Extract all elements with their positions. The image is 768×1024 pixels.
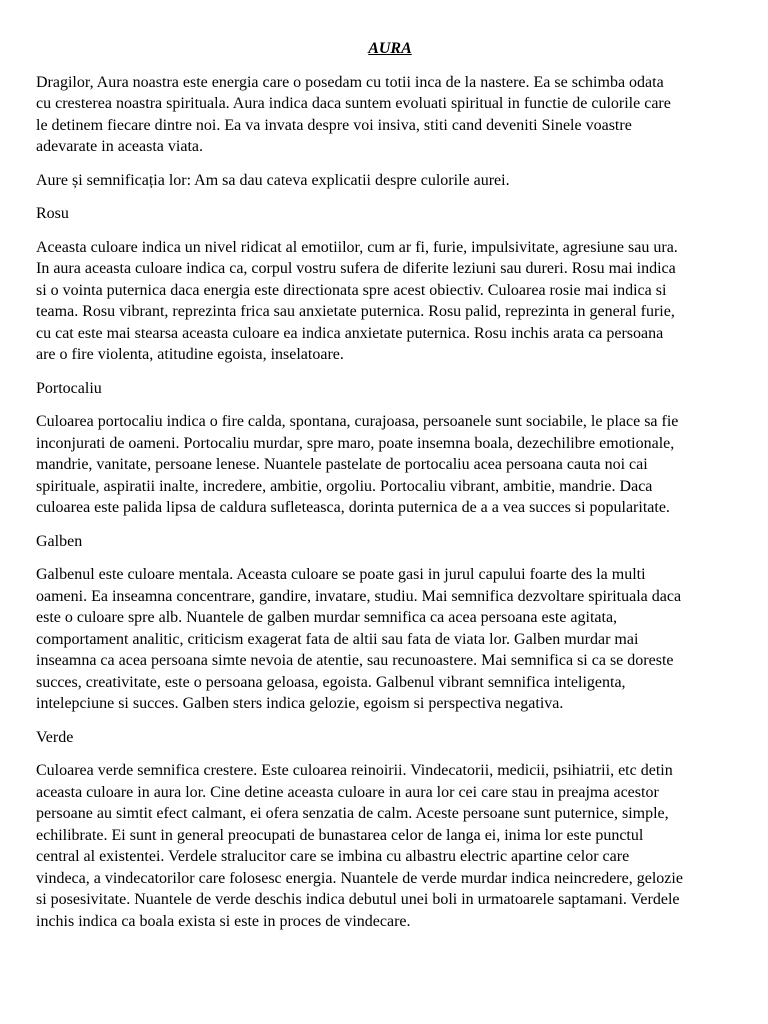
text-line: teama. Rosu vibrant, reprezinta frica sau anxietate puternica. Rosu palid, reprezinta in general furie,: [36, 303, 675, 320]
document-title: AURA: [368, 40, 412, 57]
text-line: are o fire violenta, atitudine egoista, inselatoare.: [36, 346, 344, 363]
text-line: Aceasta culoare indica un nivel ridicat al emotiilor, cum ar fi, furie, impulsivitate, agresiune sau ura.: [36, 238, 678, 256]
text-line: aceasta culoare in aura lor. Cine detine aceasta culoare in aura lor cei care stau in preajma acestor: [36, 783, 659, 801]
section-paragraph-rosu: [36, 237, 768, 366]
text-line: si o vointa puternica daca energia este directionata spre acest obiectiv. Culoarea rosie mai indica si: [36, 281, 667, 299]
text-line: cu cat este mai stearsa aceasta culoare ea indica anxietate puternica. Rosu inchis arata ca persoana: [36, 324, 664, 342]
text-line: Dragilor, Aura noastra este energia care o posedam cu totii inca de la nastere. Ea se schimba odata: [36, 73, 664, 91]
text-line: intelepciune si succes. Galben sters indica gelozie, egoism si perspectiva negativa.: [36, 695, 564, 712]
text-line: spirituale, aspiratii inalte, incredere, ambitie, orgoliu. Portocaliu vibrant, ambitie, mandrie. Daca: [36, 477, 653, 495]
text-line: vindeca, a vindecatorilor care folosesc energia. Nuantele de verde murdar indica neincredere, gelozie: [36, 869, 683, 887]
text-line: cu cresterea noastra spirituala. Aura indica daca suntem evoluati spiritual in functie de culorile care: [36, 95, 671, 112]
text-line: adevarate in aceasta viata.: [36, 138, 203, 155]
section-heading-verde: Verde: [36, 728, 74, 746]
text-line: le detinem fiecare dintre noi. Ea va invata despre voi insiva, stiti cand deveniti Sinele voastre: [36, 116, 632, 134]
text-line: inconjurati de oameni. Portocaliu murdar, spre maro, poate insemna boala, dezechilibre emotionale,: [36, 434, 675, 452]
text-line: oameni. Ea inseamna concentrare, gandire, invatare, studiu. Mai semnifica dezvoltare spirituala daca: [36, 587, 682, 605]
section-heading-rosu: Rosu: [36, 205, 69, 222]
text-line: In aura aceasta culoare indica ca, corpul vostru sufera de diferite leziuni sau dureri. Rosu mai indica: [36, 260, 676, 277]
text-line: Culoarea portocaliu indica o fire calda, spontana, curajoasa, persoanele sunt sociabile, le place sa fie: [36, 413, 679, 430]
text-line: este o culoare spre alb. Nuantele de galben murdar semnifica ca acea persoana este agitata,: [36, 609, 618, 626]
section-paragraph-galben: [36, 564, 768, 715]
section-heading-portocaliu: Portocaliu: [36, 379, 102, 397]
text-line: central al existentei. Verdele stralucitor care se imbina cu albastru electric apartine celor care: [36, 848, 630, 865]
text-line: mandrie, vanitate, persoane lenese. Nuantele pastelate de portocaliu acea persoana cauta noi cai: [36, 456, 648, 473]
text-line: culoarea este palida lipsa de caldura sufleteasca, dorinta puternica de a a vea succes si popularitate.: [36, 499, 670, 516]
text-line: succes, creativitate, este o persoana geloasa, egoista. Galbenul vibrant semnifica inteligenta,: [36, 673, 626, 691]
subtitle-line: Aure și semnificația lor: Am sa dau cateva explicatii despre culorile aurei.: [36, 171, 510, 189]
text-line: inseamna ca acea persoana simte nevoia de atentie, sau recunoastere. Mai semnifica si ca se doreste: [36, 652, 674, 669]
text-line: comportament analitic, criticism exagerat fata de altii sau fata de viata lor. Galben murdar mai: [36, 630, 639, 648]
document-body: [36, 38, 768, 944]
text-line: inchis indica ca boala exista si este in proces de vindecare.: [36, 912, 411, 930]
section-heading-galben: Galben: [36, 532, 83, 550]
text-line: echilibrate. Ei sunt in general preocupati de bunastarea celor de langa ei, inima lor este punctul: [36, 826, 644, 844]
text-line: persoane au simtit efect calmant, ei ofera senzatia de calm. Aceste persoane sunt puternice, simple,: [36, 805, 669, 822]
text-line: Culoarea verde semnifica crestere. Este culoarea reinoirii. Vindecatorii, medicii, psihiatrii, etc detin: [36, 762, 673, 779]
section-paragraph-portocaliu: [36, 411, 768, 519]
intro-paragraph: [36, 72, 768, 158]
section-paragraph-verde: [36, 760, 768, 932]
text-line: si posesivitate. Nuantele de verde deschis indica debutul unei boli in urmatoarele saptamani. Verdele: [36, 891, 680, 908]
text-line: Galbenul este culoare mentala. Aceasta culoare se poate gasi in jurul capului foarte des la multi: [36, 566, 646, 583]
